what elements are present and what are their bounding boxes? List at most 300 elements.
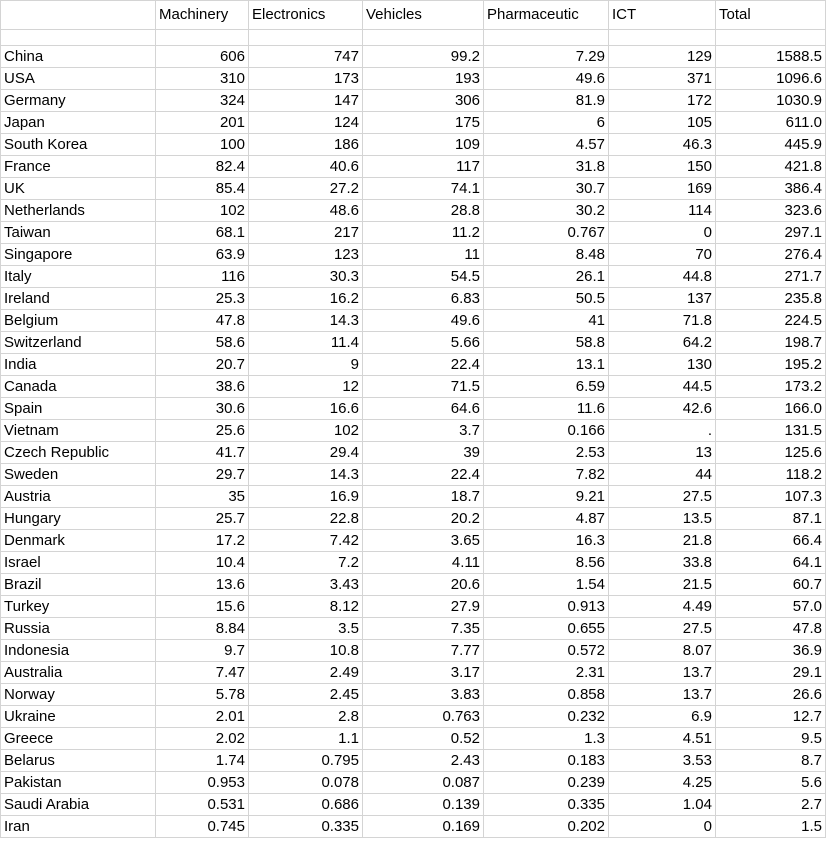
country-cell[interactable]: India <box>1 354 156 376</box>
value-cell[interactable]: 8.12 <box>249 596 363 618</box>
value-cell[interactable]: 125.6 <box>716 442 826 464</box>
value-cell[interactable]: 195.2 <box>716 354 826 376</box>
value-cell[interactable]: 100 <box>156 134 249 156</box>
value-cell[interactable]: 1096.6 <box>716 68 826 90</box>
table-row <box>1 244 826 266</box>
table-row <box>1 640 826 662</box>
value-cell[interactable]: 36.9 <box>716 640 826 662</box>
value-cell[interactable]: 71.8 <box>609 310 716 332</box>
value-cell[interactable]: 8.7 <box>716 750 826 772</box>
empty-cell[interactable] <box>363 30 484 46</box>
value-cell[interactable]: 30.3 <box>249 266 363 288</box>
value-cell[interactable]: 2.8 <box>249 706 363 728</box>
value-cell[interactable]: 12.7 <box>716 706 826 728</box>
value-cell[interactable]: 13.1 <box>484 354 609 376</box>
value-cell[interactable]: 14.3 <box>249 310 363 332</box>
value-cell[interactable]: 47.8 <box>156 310 249 332</box>
table-row <box>1 662 826 684</box>
table-row <box>1 420 826 442</box>
country-cell[interactable]: Canada <box>1 376 156 398</box>
value-cell[interactable]: 22.4 <box>363 354 484 376</box>
value-cell[interactable]: 27.2 <box>249 178 363 200</box>
value-cell[interactable]: 8.07 <box>609 640 716 662</box>
country-cell[interactable]: Ireland <box>1 288 156 310</box>
value-cell[interactable]: 81.9 <box>484 90 609 112</box>
value-cell[interactable]: 4.11 <box>363 552 484 574</box>
value-cell[interactable]: 747 <box>249 46 363 68</box>
corner-cell[interactable] <box>1 1 156 30</box>
country-cell[interactable]: Taiwan <box>1 222 156 244</box>
value-cell[interactable]: 105 <box>609 112 716 134</box>
value-cell[interactable]: 324 <box>156 90 249 112</box>
value-cell[interactable]: 421.8 <box>716 156 826 178</box>
value-cell[interactable]: 0.767 <box>484 222 609 244</box>
value-cell[interactable]: 4.25 <box>609 772 716 794</box>
country-cell[interactable]: Russia <box>1 618 156 640</box>
country-cell[interactable]: South Korea <box>1 134 156 156</box>
value-cell[interactable]: 50.5 <box>484 288 609 310</box>
table-row <box>1 134 826 156</box>
country-cell[interactable]: Singapore <box>1 244 156 266</box>
value-cell[interactable]: 25.3 <box>156 288 249 310</box>
value-cell[interactable]: 64.2 <box>609 332 716 354</box>
value-cell[interactable]: 5.66 <box>363 332 484 354</box>
table-row <box>1 112 826 134</box>
value-cell[interactable]: 0.139 <box>363 794 484 816</box>
value-cell[interactable]: 1.3 <box>484 728 609 750</box>
table-row <box>1 750 826 772</box>
value-cell[interactable]: 8.48 <box>484 244 609 266</box>
country-cell[interactable]: Belgium <box>1 310 156 332</box>
value-cell[interactable]: 5.6 <box>716 772 826 794</box>
value-cell[interactable]: 0.335 <box>484 794 609 816</box>
country-cell[interactable]: Norway <box>1 684 156 706</box>
country-cell[interactable]: Czech Republic <box>1 442 156 464</box>
value-cell[interactable]: 25.7 <box>156 508 249 530</box>
value-cell[interactable]: 18.7 <box>363 486 484 508</box>
value-cell[interactable]: 169 <box>609 178 716 200</box>
country-cell[interactable]: China <box>1 46 156 68</box>
value-cell[interactable]: 11 <box>363 244 484 266</box>
table-row <box>1 332 826 354</box>
value-cell[interactable]: 1.54 <box>484 574 609 596</box>
value-cell[interactable]: 20.6 <box>363 574 484 596</box>
value-cell[interactable]: 0.858 <box>484 684 609 706</box>
table-row <box>1 794 826 816</box>
value-cell[interactable]: 17.2 <box>156 530 249 552</box>
country-cell[interactable]: UK <box>1 178 156 200</box>
value-cell[interactable]: 297.1 <box>716 222 826 244</box>
value-cell[interactable]: 44.8 <box>609 266 716 288</box>
value-cell[interactable]: 63.9 <box>156 244 249 266</box>
table-row <box>1 486 826 508</box>
value-cell[interactable]: 173 <box>249 68 363 90</box>
value-cell[interactable]: 6.59 <box>484 376 609 398</box>
table-row <box>1 618 826 640</box>
value-cell[interactable]: 16.3 <box>484 530 609 552</box>
value-cell[interactable]: 7.2 <box>249 552 363 574</box>
value-cell[interactable]: 1588.5 <box>716 46 826 68</box>
value-cell[interactable]: 16.2 <box>249 288 363 310</box>
country-cell[interactable]: Israel <box>1 552 156 574</box>
value-cell[interactable]: 13 <box>609 442 716 464</box>
value-cell[interactable]: 0.531 <box>156 794 249 816</box>
value-cell[interactable]: 25.6 <box>156 420 249 442</box>
country-cell[interactable]: Greece <box>1 728 156 750</box>
value-cell[interactable]: 27.5 <box>609 486 716 508</box>
value-cell[interactable]: 28.8 <box>363 200 484 222</box>
value-cell[interactable]: 371 <box>609 68 716 90</box>
value-cell[interactable]: 29.1 <box>716 662 826 684</box>
value-cell[interactable]: 11.2 <box>363 222 484 244</box>
table-row <box>1 684 826 706</box>
value-cell[interactable]: 7.77 <box>363 640 484 662</box>
country-cell[interactable]: Austria <box>1 486 156 508</box>
value-cell[interactable]: 0 <box>609 222 716 244</box>
value-cell[interactable]: 58.8 <box>484 332 609 354</box>
country-cell[interactable]: Sweden <box>1 464 156 486</box>
value-cell[interactable]: 27.5 <box>609 618 716 640</box>
value-cell[interactable]: 13.7 <box>609 662 716 684</box>
value-cell[interactable]: 0.166 <box>484 420 609 442</box>
value-cell[interactable]: 60.7 <box>716 574 826 596</box>
country-cell[interactable]: Pakistan <box>1 772 156 794</box>
value-cell[interactable]: 0.953 <box>156 772 249 794</box>
value-cell[interactable]: 57.0 <box>716 596 826 618</box>
value-cell[interactable]: 16.6 <box>249 398 363 420</box>
value-cell[interactable]: 107.3 <box>716 486 826 508</box>
value-cell[interactable]: 9.5 <box>716 728 826 750</box>
value-cell[interactable]: 0.335 <box>249 816 363 838</box>
value-cell[interactable]: 102 <box>156 200 249 222</box>
value-cell[interactable]: 310 <box>156 68 249 90</box>
value-cell[interactable]: 46.3 <box>609 134 716 156</box>
value-cell[interactable]: 7.35 <box>363 618 484 640</box>
value-cell[interactable]: 4.87 <box>484 508 609 530</box>
value-cell[interactable]: 0.795 <box>249 750 363 772</box>
value-cell[interactable]: 186 <box>249 134 363 156</box>
table-row <box>1 46 826 68</box>
value-cell[interactable]: 16.9 <box>249 486 363 508</box>
value-cell[interactable]: 1.04 <box>609 794 716 816</box>
value-cell[interactable]: 3.65 <box>363 530 484 552</box>
value-cell[interactable]: 224.5 <box>716 310 826 332</box>
value-cell[interactable]: 0.913 <box>484 596 609 618</box>
table-row <box>1 376 826 398</box>
value-cell[interactable]: 606 <box>156 46 249 68</box>
value-cell[interactable]: 30.6 <box>156 398 249 420</box>
value-cell[interactable]: 8.84 <box>156 618 249 640</box>
value-cell[interactable]: 99.2 <box>363 46 484 68</box>
value-cell[interactable]: 0.239 <box>484 772 609 794</box>
table-row <box>1 68 826 90</box>
value-cell[interactable]: 29.7 <box>156 464 249 486</box>
column-header-cell[interactable]: ICT <box>609 1 716 30</box>
table-row <box>1 530 826 552</box>
value-cell[interactable]: 21.8 <box>609 530 716 552</box>
value-cell[interactable]: 8.56 <box>484 552 609 574</box>
value-cell[interactable]: . <box>609 420 716 442</box>
value-cell[interactable]: 6.83 <box>363 288 484 310</box>
value-cell[interactable]: 64.1 <box>716 552 826 574</box>
value-cell[interactable]: 30.2 <box>484 200 609 222</box>
value-cell[interactable]: 31.8 <box>484 156 609 178</box>
value-cell[interactable]: 0.686 <box>249 794 363 816</box>
value-cell[interactable]: 12 <box>249 376 363 398</box>
country-cell[interactable]: Italy <box>1 266 156 288</box>
empty-cell[interactable] <box>484 30 609 46</box>
value-cell[interactable]: 129 <box>609 46 716 68</box>
value-cell[interactable]: 11.6 <box>484 398 609 420</box>
column-header-cell[interactable]: Pharmaceutic <box>484 1 609 30</box>
value-cell[interactable]: 70 <box>609 244 716 266</box>
value-cell[interactable]: 40.6 <box>249 156 363 178</box>
country-cell[interactable]: Belarus <box>1 750 156 772</box>
value-cell[interactable]: 15.6 <box>156 596 249 618</box>
value-cell[interactable]: 22.4 <box>363 464 484 486</box>
value-cell[interactable]: 173.2 <box>716 376 826 398</box>
value-cell[interactable]: 123 <box>249 244 363 266</box>
value-cell[interactable]: 4.51 <box>609 728 716 750</box>
value-cell[interactable]: 1.1 <box>249 728 363 750</box>
value-cell[interactable]: 1.74 <box>156 750 249 772</box>
value-cell[interactable]: 201 <box>156 112 249 134</box>
value-cell[interactable]: 0 <box>609 816 716 838</box>
value-cell[interactable]: 0.52 <box>363 728 484 750</box>
table-row <box>1 442 826 464</box>
value-cell[interactable]: 109 <box>363 134 484 156</box>
country-cell[interactable]: Indonesia <box>1 640 156 662</box>
value-cell[interactable]: 137 <box>609 288 716 310</box>
value-cell[interactable]: 71.5 <box>363 376 484 398</box>
value-cell[interactable]: 198.7 <box>716 332 826 354</box>
value-cell[interactable]: 85.4 <box>156 178 249 200</box>
country-cell[interactable]: Hungary <box>1 508 156 530</box>
table-row <box>1 354 826 376</box>
value-cell[interactable]: 4.57 <box>484 134 609 156</box>
country-cell[interactable]: Australia <box>1 662 156 684</box>
value-cell[interactable]: 21.5 <box>609 574 716 596</box>
value-cell[interactable]: 386.4 <box>716 178 826 200</box>
country-cell[interactable]: Iran <box>1 816 156 838</box>
value-cell[interactable]: 0.078 <box>249 772 363 794</box>
table-row <box>1 222 826 244</box>
value-cell[interactable]: 7.82 <box>484 464 609 486</box>
value-cell[interactable]: 172 <box>609 90 716 112</box>
value-cell[interactable]: 175 <box>363 112 484 134</box>
value-cell[interactable]: 0.169 <box>363 816 484 838</box>
value-cell[interactable]: 2.31 <box>484 662 609 684</box>
empty-cell[interactable] <box>716 30 826 46</box>
value-cell[interactable]: 271.7 <box>716 266 826 288</box>
value-cell[interactable]: 38.6 <box>156 376 249 398</box>
value-cell[interactable]: 58.6 <box>156 332 249 354</box>
value-cell[interactable]: 64.6 <box>363 398 484 420</box>
table-row <box>1 552 826 574</box>
value-cell[interactable]: 9.21 <box>484 486 609 508</box>
value-cell[interactable]: 44 <box>609 464 716 486</box>
table-row <box>1 156 826 178</box>
country-cell[interactable]: Ukraine <box>1 706 156 728</box>
value-cell[interactable]: 306 <box>363 90 484 112</box>
table-row <box>1 464 826 486</box>
value-cell[interactable]: 9 <box>249 354 363 376</box>
value-cell[interactable]: 49.6 <box>484 68 609 90</box>
value-cell[interactable]: 44.5 <box>609 376 716 398</box>
value-cell[interactable]: 2.45 <box>249 684 363 706</box>
column-header-cell[interactable]: Vehicles <box>363 1 484 30</box>
value-cell[interactable]: 27.9 <box>363 596 484 618</box>
value-cell[interactable]: 26.6 <box>716 684 826 706</box>
value-cell[interactable]: 29.4 <box>249 442 363 464</box>
value-cell[interactable]: 114 <box>609 200 716 222</box>
value-cell[interactable]: 3.5 <box>249 618 363 640</box>
value-cell[interactable]: 102 <box>249 420 363 442</box>
value-cell[interactable]: 10.8 <box>249 640 363 662</box>
table-row <box>1 266 826 288</box>
value-cell[interactable]: 150 <box>609 156 716 178</box>
value-cell[interactable]: 116 <box>156 266 249 288</box>
column-header-cell[interactable]: Machinery <box>156 1 249 30</box>
value-cell[interactable]: 117 <box>363 156 484 178</box>
table-row <box>1 574 826 596</box>
value-cell[interactable]: 7.47 <box>156 662 249 684</box>
value-cell[interactable]: 0.572 <box>484 640 609 662</box>
table-row <box>1 398 826 420</box>
value-cell[interactable]: 82.4 <box>156 156 249 178</box>
value-cell[interactable]: 3.17 <box>363 662 484 684</box>
table-row <box>1 596 826 618</box>
column-header-cell[interactable]: Electronics <box>249 1 363 30</box>
value-cell[interactable]: 4.49 <box>609 596 716 618</box>
value-cell[interactable]: 13.6 <box>156 574 249 596</box>
value-cell[interactable]: 30.7 <box>484 178 609 200</box>
empty-cell[interactable] <box>609 30 716 46</box>
value-cell[interactable]: 41 <box>484 310 609 332</box>
country-cell[interactable]: Spain <box>1 398 156 420</box>
value-cell[interactable]: 2.7 <box>716 794 826 816</box>
value-cell[interactable]: 10.4 <box>156 552 249 574</box>
value-cell[interactable]: 20.2 <box>363 508 484 530</box>
country-cell[interactable]: Germany <box>1 90 156 112</box>
value-cell[interactable]: 26.1 <box>484 266 609 288</box>
value-cell[interactable]: 48.6 <box>249 200 363 222</box>
value-cell[interactable]: 9.7 <box>156 640 249 662</box>
value-cell[interactable]: 3.83 <box>363 684 484 706</box>
value-cell[interactable]: 193 <box>363 68 484 90</box>
value-cell[interactable]: 66.4 <box>716 530 826 552</box>
value-cell[interactable]: 47.8 <box>716 618 826 640</box>
value-cell[interactable]: 6.9 <box>609 706 716 728</box>
value-cell[interactable]: 49.6 <box>363 310 484 332</box>
value-cell[interactable]: 147 <box>249 90 363 112</box>
value-cell[interactable]: 7.42 <box>249 530 363 552</box>
value-cell[interactable]: 2.49 <box>249 662 363 684</box>
table-row <box>1 178 826 200</box>
value-cell[interactable]: 1.5 <box>716 816 826 838</box>
header-row <box>1 1 826 30</box>
table-row <box>1 706 826 728</box>
value-cell[interactable]: 124 <box>249 112 363 134</box>
country-cell[interactable]: Switzerland <box>1 332 156 354</box>
column-header-cell[interactable]: Total <box>716 1 826 30</box>
value-cell[interactable]: 13.5 <box>609 508 716 530</box>
value-cell[interactable]: 0.763 <box>363 706 484 728</box>
value-cell[interactable]: 166.0 <box>716 398 826 420</box>
value-cell[interactable]: 3.53 <box>609 750 716 772</box>
value-cell[interactable]: 0.183 <box>484 750 609 772</box>
value-cell[interactable]: 445.9 <box>716 134 826 156</box>
value-cell[interactable]: 611.0 <box>716 112 826 134</box>
table-row <box>1 508 826 530</box>
value-cell[interactable]: 11.4 <box>249 332 363 354</box>
value-cell[interactable]: 323.6 <box>716 200 826 222</box>
value-cell[interactable]: 74.1 <box>363 178 484 200</box>
value-cell[interactable]: 130 <box>609 354 716 376</box>
empty-cell[interactable] <box>1 30 156 46</box>
value-cell[interactable]: 2.02 <box>156 728 249 750</box>
value-cell[interactable]: 276.4 <box>716 244 826 266</box>
table-row <box>1 310 826 332</box>
value-cell[interactable]: 22.8 <box>249 508 363 530</box>
value-cell[interactable]: 42.6 <box>609 398 716 420</box>
value-cell[interactable]: 3.43 <box>249 574 363 596</box>
country-cell[interactable]: Denmark <box>1 530 156 552</box>
country-cell[interactable]: USA <box>1 68 156 90</box>
value-cell[interactable]: 118.2 <box>716 464 826 486</box>
value-cell[interactable]: 7.29 <box>484 46 609 68</box>
value-cell[interactable]: 2.53 <box>484 442 609 464</box>
value-cell[interactable]: 54.5 <box>363 266 484 288</box>
value-cell[interactable]: 20.7 <box>156 354 249 376</box>
value-cell[interactable]: 41.7 <box>156 442 249 464</box>
value-cell[interactable]: 87.1 <box>716 508 826 530</box>
table-row <box>1 816 826 838</box>
value-cell[interactable]: 13.7 <box>609 684 716 706</box>
value-cell[interactable]: 35 <box>156 486 249 508</box>
value-cell[interactable]: 217 <box>249 222 363 244</box>
empty-cell[interactable] <box>249 30 363 46</box>
country-cell[interactable]: Turkey <box>1 596 156 618</box>
value-cell[interactable]: 5.78 <box>156 684 249 706</box>
value-cell[interactable]: 6 <box>484 112 609 134</box>
empty-cell[interactable] <box>156 30 249 46</box>
country-cell[interactable]: France <box>1 156 156 178</box>
value-cell[interactable]: 33.8 <box>609 552 716 574</box>
country-cell[interactable]: Netherlands <box>1 200 156 222</box>
value-cell[interactable]: 2.01 <box>156 706 249 728</box>
country-cell[interactable]: Saudi Arabia <box>1 794 156 816</box>
value-cell[interactable]: 39 <box>363 442 484 464</box>
value-cell[interactable]: 0.202 <box>484 816 609 838</box>
country-cell[interactable]: Vietnam <box>1 420 156 442</box>
value-cell[interactable]: 2.43 <box>363 750 484 772</box>
country-cell[interactable]: Japan <box>1 112 156 134</box>
country-cell[interactable]: Brazil <box>1 574 156 596</box>
value-cell[interactable]: 235.8 <box>716 288 826 310</box>
value-cell[interactable]: 0.087 <box>363 772 484 794</box>
value-cell[interactable]: 0.655 <box>484 618 609 640</box>
table-row <box>1 728 826 750</box>
value-cell[interactable]: 3.7 <box>363 420 484 442</box>
value-cell[interactable]: 68.1 <box>156 222 249 244</box>
value-cell[interactable]: 131.5 <box>716 420 826 442</box>
value-cell[interactable]: 0.745 <box>156 816 249 838</box>
value-cell[interactable]: 1030.9 <box>716 90 826 112</box>
value-cell[interactable]: 14.3 <box>249 464 363 486</box>
table-row <box>1 200 826 222</box>
value-cell[interactable]: 0.232 <box>484 706 609 728</box>
